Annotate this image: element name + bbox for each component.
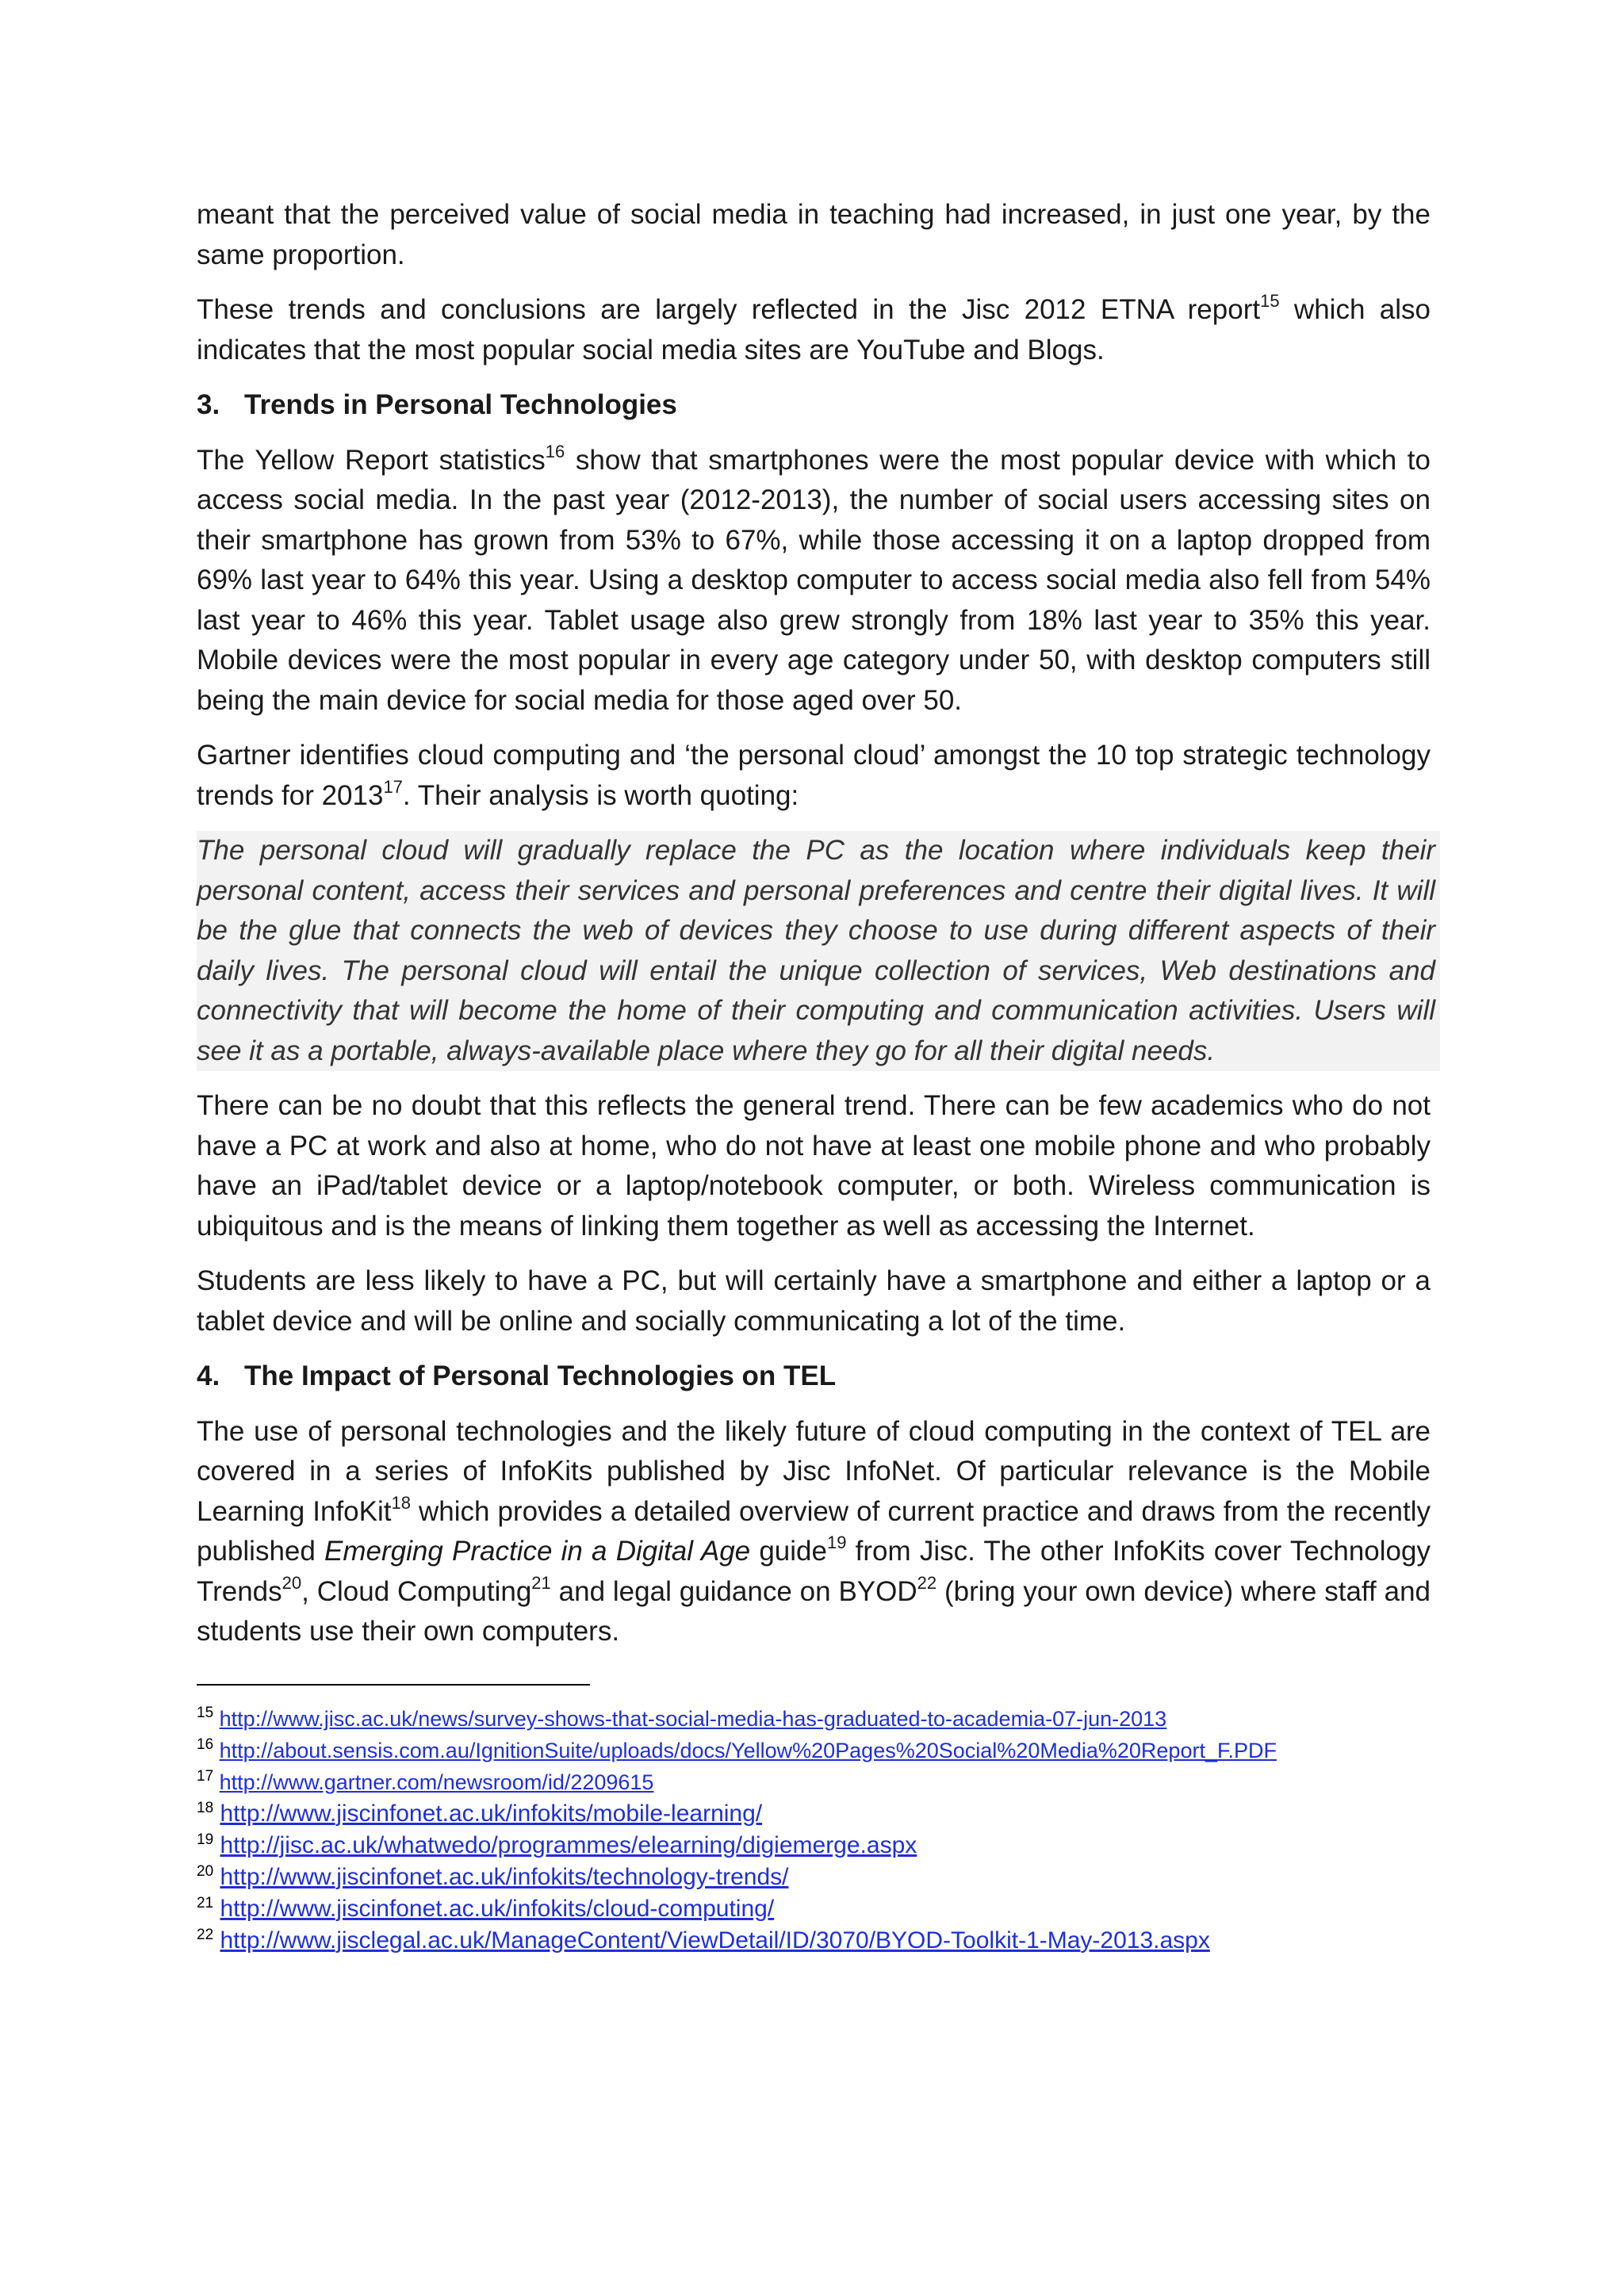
footnote-number: 18 [197, 1799, 214, 1816]
footnote-number: 15 [197, 1704, 214, 1721]
text: The use of personal technologies and the likely future of cloud computing in the context of TEL are covered in a series of InfoKits published by Jisc InfoNet. Of particular relevance is the Mobile Learning InfoKit [197, 1415, 1431, 1527]
footnote-22 [197, 1925, 1431, 1957]
text: show that smartphones were the most popular device with which to access social media. In the past year (2012-2013), the number of social users accessing sites on their smartphone has grown from 53% to 67%, while those accessing it on a laptop dropped from 69% last year to 64% this year. Using a desktop computer to access social media also fell from 54% last year to 46% this year. Tablet usage also grew strongly from 18% last year to 35% this year. Mobile devices were the most popular in every age category under 50, with desktop computers still being the main device for social media for those aged over 50. [197, 444, 1431, 716]
section-number: 3. [197, 389, 220, 420]
footnote-number: 21 [197, 1894, 214, 1911]
paragraph-social-media-value: meant that the perceived value of social media in teaching had increased, in just one year, by the same proportion. [197, 199, 1431, 270]
text: Gartner identifies cloud computing and ‘the personal cloud’ amongst the 10 top strategic technology trends for 2013 [197, 740, 1431, 811]
footnote-number: 20 [197, 1862, 214, 1880]
footnote-15 [197, 1703, 1431, 1735]
footnote-ref[interactable]: 19 [826, 1533, 847, 1552]
text: , Cloud Computing [301, 1575, 532, 1607]
footnote-ref[interactable]: 21 [531, 1572, 551, 1593]
text: The Yellow Report statistics [197, 444, 546, 476]
footnote-link[interactable]: http://www.jiscinfonet.ac.uk/infokits/cloud-computing/ [220, 1895, 775, 1922]
footnote-link[interactable]: http://www.jisclegal.ac.uk/ManageContent/ViewDetail/ID/3070/BYOD-Toolkit-1-May-2013.aspx [220, 1927, 1210, 1954]
footnote-link[interactable]: http://www.jisc.ac.uk/news/survey-shows-that-social-media-has-graduated-to-academia-07-jun-2013 [219, 1706, 1167, 1731]
footnote-number: 19 [197, 1831, 214, 1848]
footnote-ref[interactable]: 15 [1260, 291, 1280, 311]
section-title: The Impact of Personal Technologies on TEL [244, 1360, 837, 1391]
footnote-separator [197, 1684, 590, 1686]
text: and legal guidance on BYOD [550, 1575, 917, 1607]
paragraph-yellow-report [197, 441, 1431, 721]
paragraph-general-trend: There can be no doubt that this reflects the general trend. There can be few academics who do not have a PC at work and also at home, who do not have at least one mobile phone and who probably have an iPad/tablet device or a laptop/notebook computer, or both. Wireless communication is ubiquitous and is the means of linking them together as well as accessing the Internet. [197, 1090, 1431, 1242]
paragraph-infokits [197, 1412, 1431, 1652]
footnote-ref[interactable]: 22 [917, 1572, 937, 1593]
text: These trends and conclusions are largely reflected in the Jisc 2012 ETNA report [197, 294, 1261, 325]
footnote-ref[interactable]: 18 [391, 1492, 411, 1513]
text: which provides a detailed overview of current practice and draws from the recently published [197, 1495, 1431, 1567]
footnote-ref[interactable]: 20 [282, 1572, 302, 1593]
footnote-link[interactable]: http://jisc.ac.uk/whatwedo/programmes/elearning/digiemerge.aspx [220, 1831, 917, 1858]
text: guide [750, 1536, 827, 1567]
text: (bring your own device) where staff and students use their own computers. [197, 1575, 1431, 1647]
text: . Their analysis is worth quoting: [402, 779, 799, 811]
footnote-16 [197, 1735, 1431, 1766]
footnote-19 [197, 1830, 1431, 1862]
section-heading-4 [197, 1357, 1431, 1397]
footnote-number: 16 [197, 1735, 214, 1753]
paragraph-gartner [197, 736, 1431, 816]
footnote-link[interactable]: http://www.jiscinfonet.ac.uk/infokits/technology-trends/ [220, 1863, 789, 1890]
document-page [197, 195, 1435, 1957]
footnote-21 [197, 1893, 1431, 1925]
publication-title: Emerging Practice in a Digital Age [324, 1536, 751, 1567]
paragraph-students: Students are less likely to have a PC, but will certainly have a smartphone and either a laptop or a tablet device and will be online and socially communicating a lot of the time. [197, 1265, 1431, 1337]
footnote-link[interactable]: http://www.jiscinfonet.ac.uk/infokits/mobile-learning/ [220, 1800, 763, 1827]
footnotes [197, 1703, 1431, 1957]
quote-text: The personal cloud will gradually replace the PC as the location where individuals keep their personal content, access their services and personal preferences and centre their digital lives. It will be the glue that connects the web of devices they choose to use during different aspects of their daily lives. The personal cloud will entail the unique collection of services, Web destinations and connectivity that will become the home of their computing and communication activities. Users will see it as a portable, always-available place where they go for all their digital needs. [197, 835, 1435, 1066]
footnote-20 [197, 1862, 1431, 1893]
footnote-18 [197, 1798, 1431, 1830]
block-quote [197, 831, 1440, 1071]
footnote-17 [197, 1766, 1431, 1798]
footnote-number: 17 [197, 1767, 214, 1785]
paragraph-etna-report [197, 290, 1431, 370]
footnote-number: 22 [197, 1926, 214, 1943]
text: from Jisc. The other InfoKits cover Technology Trends [197, 1536, 1431, 1607]
section-heading-3 [197, 385, 1431, 426]
footnote-ref[interactable]: 17 [383, 776, 403, 797]
text: which also indicates that the most popular social media sites are YouTube and Blogs. [197, 294, 1431, 365]
section-title: Trends in Personal Technologies [244, 389, 677, 420]
section-number: 4. [197, 1360, 220, 1391]
footnote-link[interactable]: http://www.gartner.com/newsroom/id/2209615 [219, 1770, 654, 1794]
footnote-ref[interactable]: 16 [545, 441, 565, 461]
footnote-link[interactable]: http://about.sensis.com.au/IgnitionSuite/uploads/docs/Yellow%20Pages%20Social%20Media%20Report_F.PDF [219, 1738, 1277, 1762]
